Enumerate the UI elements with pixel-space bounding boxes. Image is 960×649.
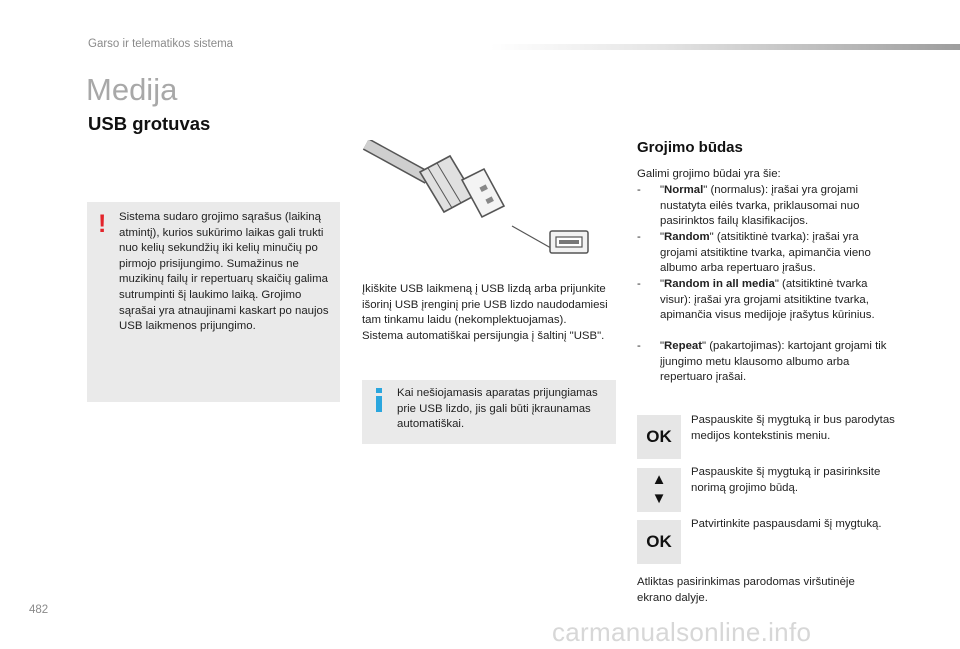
play-mode-title: Grojimo būdas [637, 139, 743, 156]
mode-description: " (atsitiktinė tvarka visur): įrašai yra grojami atsitiktine tvarka, apimančia visus medijoje įrašytus kūrinius. [660, 278, 875, 322]
mode-name: Repeat [664, 340, 703, 352]
usb-port [550, 231, 588, 253]
ok-button[interactable] [637, 520, 681, 564]
play-mode-item-random [637, 230, 887, 277]
arrow-down-icon: ▼ [651, 490, 667, 507]
mode-name: Random in all media [664, 278, 775, 290]
step-1-text: Paspauskite šį mygtuką ir bus parodytas medijos kontekstinis meniu. [691, 414, 895, 442]
mode-name: Normal [664, 184, 704, 196]
mode-description: " (normalus): įrašai yra grojami nustatyta eilės tvarka, priklausomai nuo pasirinktos failų klasifikacijos. [660, 184, 860, 228]
usb-plug-illustration [362, 140, 592, 270]
list-dash: - [637, 340, 641, 352]
list-dash: - [637, 184, 641, 196]
usb-instructions-line2: Sistema automatiškai persijungia į šaltinį "USB". [362, 329, 605, 342]
final-text: Atliktas pasirinkimas parodomas viršutinėje ekrano dalyje. [637, 576, 855, 604]
page-title: Medija [86, 72, 178, 107]
usb-cable [366, 144, 428, 178]
mode-description: " (atsitiktinė tvarka): įrašai yra grojami atsitiktine tvarka, apimančia vieno albumo arba repertuaro įrašus. [660, 231, 871, 275]
play-mode-item-repeat [637, 339, 887, 386]
step-3-text: Patvirtinkite paspausdami šį mygtuką. [691, 518, 882, 530]
info-text: Kai nešiojamasis aparatas prijungiamas prie USB lizdo, jis gali būti įkraunamas automatiškai. [397, 387, 598, 431]
watermark: carmanualsonline.info [552, 617, 812, 647]
list-dash: - [637, 231, 641, 243]
list-dash: - [637, 278, 641, 290]
step-2-text: Paspauskite šį mygtuką ir pasirinksite norimą grojimo būdą. [691, 466, 881, 494]
warning-icon: ! [98, 210, 107, 238]
usb-instructions-line1: Įkiškite USB laikmeną į USB lizdą arba prijunkite išorinį USB įrenginį prie USB lizdo naudodamiesi tam tinkamu laidu (nekomplektuojamas). [362, 283, 608, 327]
page-number: 482 [29, 604, 49, 616]
mode-description: " (pakartojimas): kartojant grojami tik įjungimo metu klausomo albumo arba repertuaro įrašai. [660, 340, 887, 384]
quote: " [660, 184, 665, 196]
up-down-button[interactable] [637, 468, 681, 512]
play-mode-item-random-all [637, 277, 887, 324]
section-title: USB grotuvas [88, 113, 211, 134]
ok-button-label: OK [646, 427, 672, 446]
header-title: Garso ir telematikos sistema [88, 38, 234, 50]
warning-text: Sistema sudaro grojimo sąrašus (laikiną atmintį), kurios sukūrimo laikas gali trukti nuo kelių sekundžių iki kelių minučių po pirmojo prisijungimo. Sumažinus ne muzikinų failų ir repertuarų skaičių galima sutrumpinti šį laukimo laiką. Grojimo sąrašai yra atnaujinami kaskart po naujos USB laikmenos prijungimo. [119, 211, 329, 333]
quote: " [660, 340, 665, 352]
arrow-up-icon: ▲ [651, 471, 667, 488]
quote: " [660, 231, 665, 243]
play-mode-intro: Galimi grojimo būdai yra šie: [637, 168, 781, 180]
ok-button-label: OK [646, 532, 672, 551]
mode-name: Random [664, 231, 710, 243]
header-rule [490, 44, 960, 50]
quote: " [660, 278, 665, 290]
play-mode-item-normal [637, 183, 887, 230]
info-icon [372, 388, 386, 412]
usb-instructions [362, 282, 617, 344]
ok-button[interactable] [637, 415, 681, 459]
usb-plug [420, 156, 504, 217]
